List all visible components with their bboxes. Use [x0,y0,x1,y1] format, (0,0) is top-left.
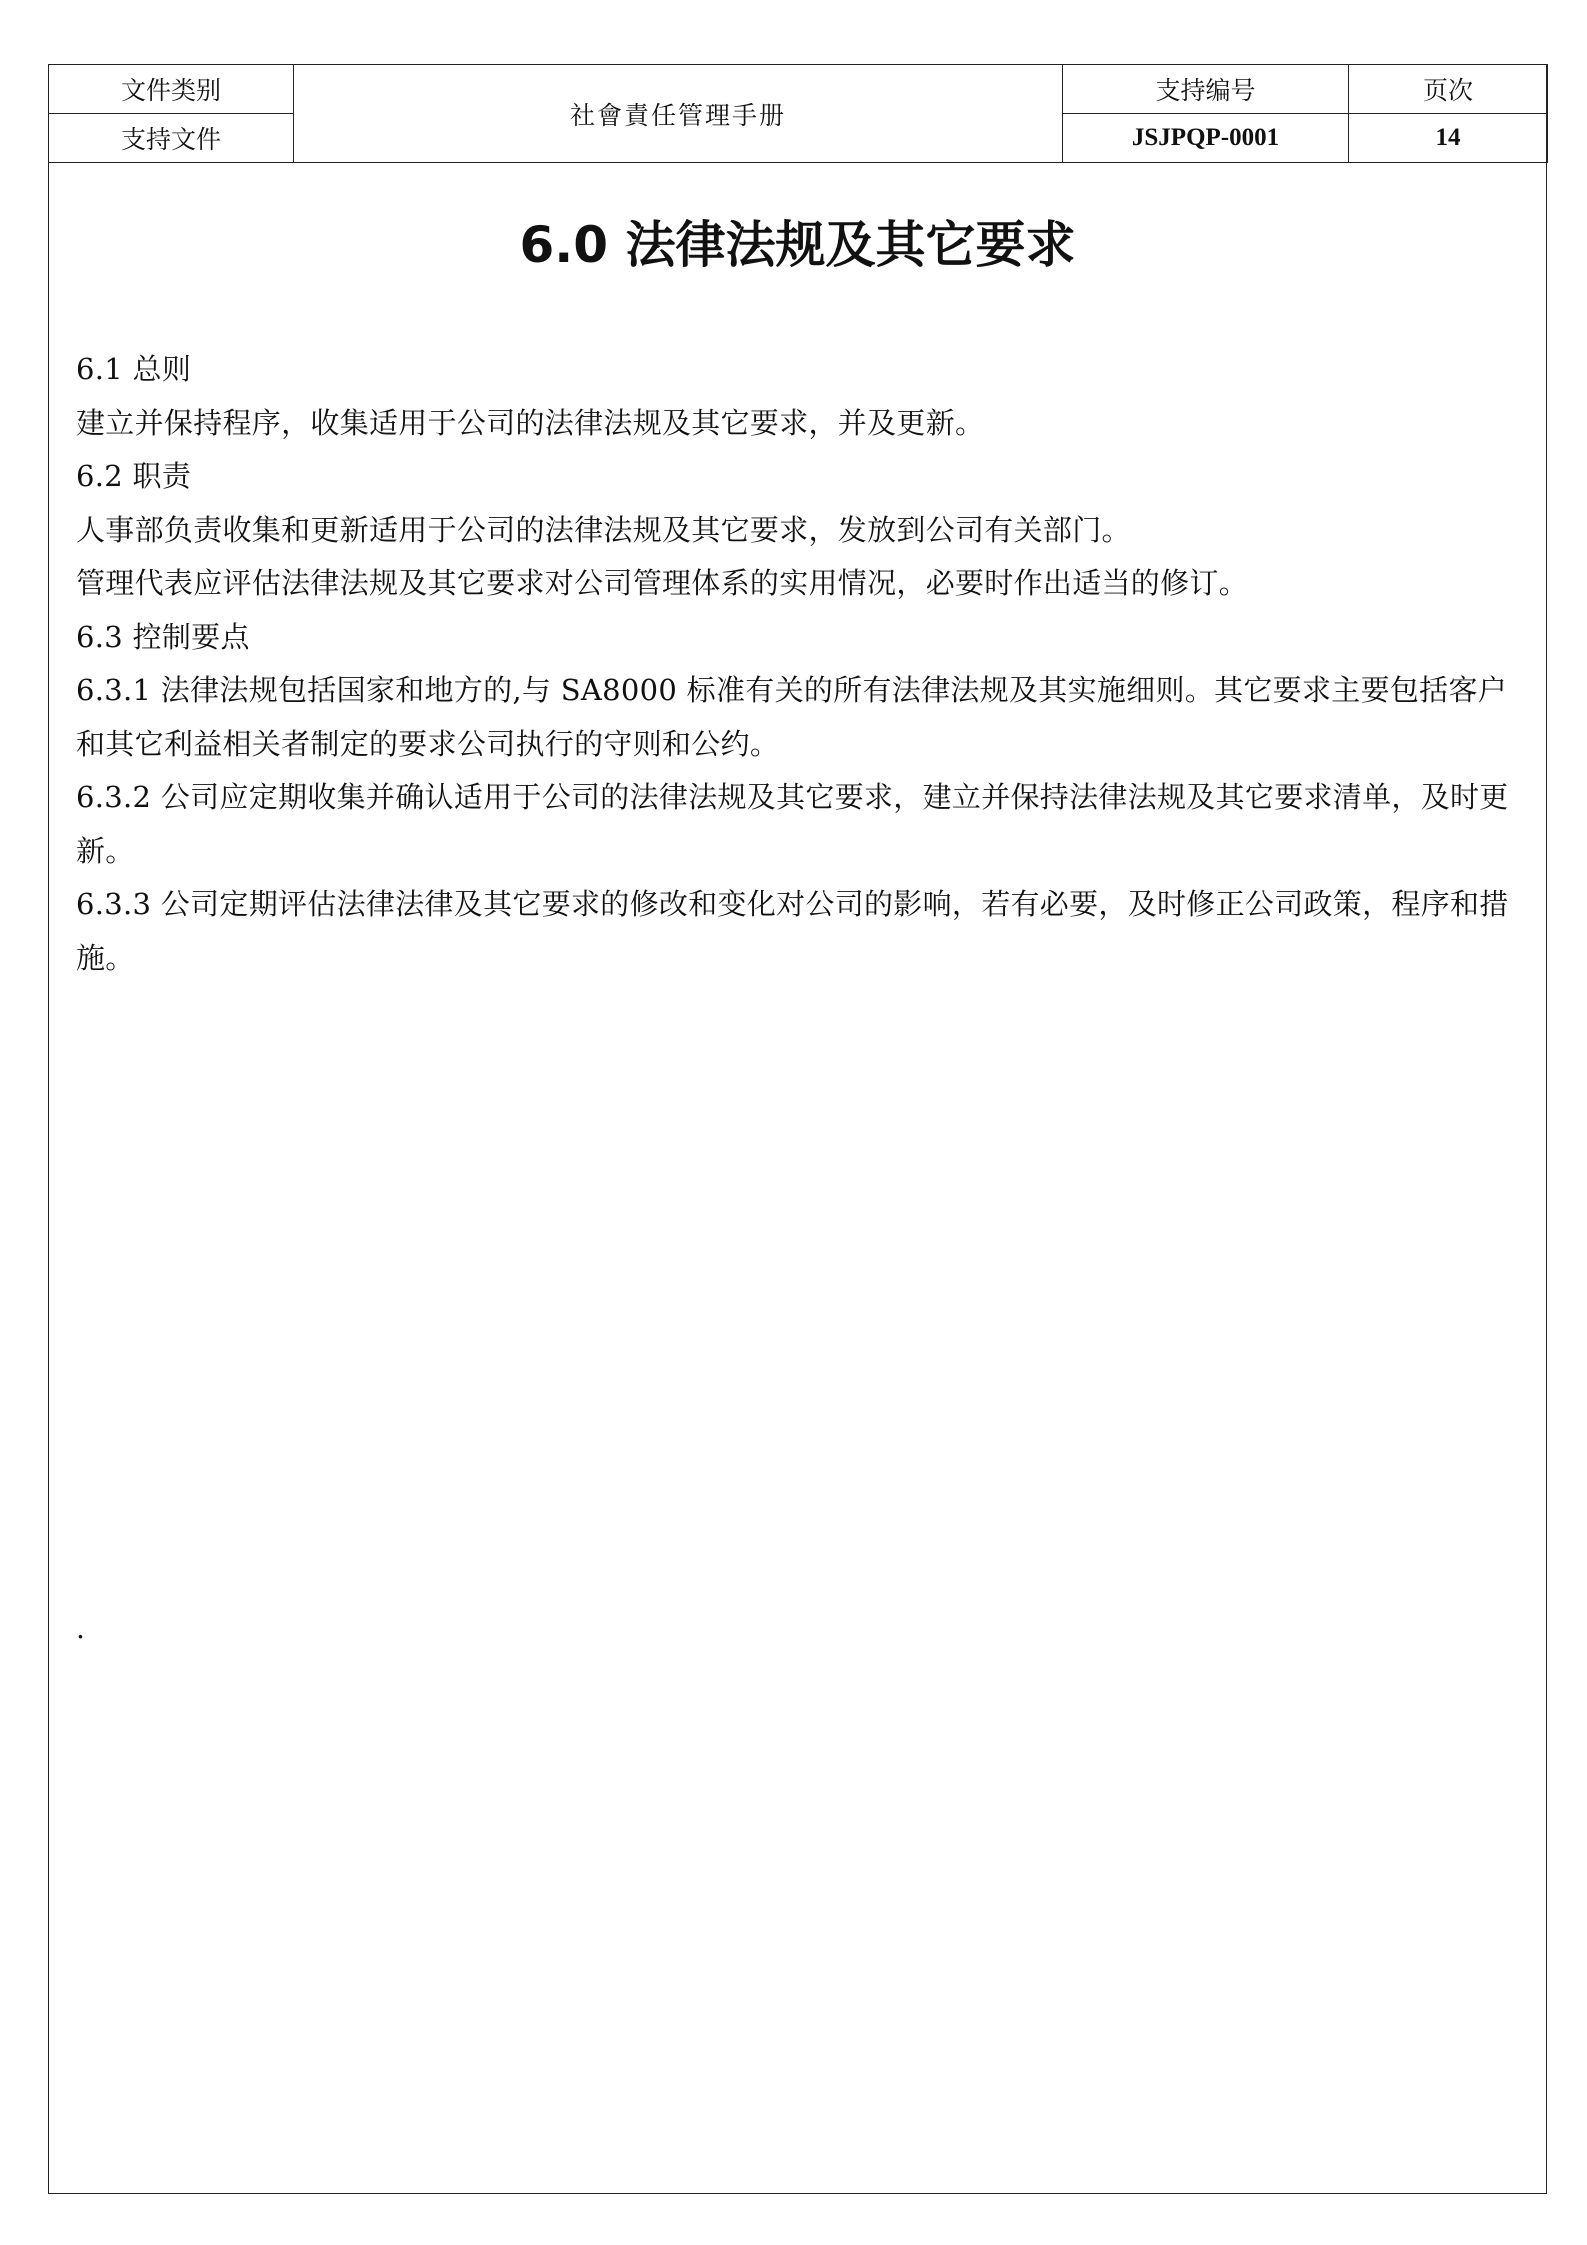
document-title: 社會責任管理手册 [294,65,1063,163]
section-title: 6.0 法律法规及其它要求 [519,216,1076,274]
subsection-heading-control: 6.3 控制要点 [76,619,250,654]
code-value: JSJPQP-0001 [1063,114,1349,163]
paragraph-management-rep: 管理代表应评估法律法规及其它要求对公司管理体系的实用情况，必要时作出适当的修订。 [76,566,1249,600]
page-number: 14 [1349,114,1548,163]
subsection-heading-general: 6.1 总则 [76,352,192,386]
category-label: 文件类别 [49,65,294,114]
category-value: 支持文件 [49,114,294,163]
code-label: 支持编号 [1063,65,1349,114]
paragraph-control-6-3-3: 6.3.3 公司定期评估法律法律及其它要求的修改和变化对公司的影响，若有必要，及时修正公司政策，程序和措施。 [76,887,1509,975]
stray-mark: . [76,1612,85,1645]
section-body [76,343,1524,985]
document-header-table [48,64,1548,163]
paragraph-hr-responsibility: 人事部负责收集和更新适用于公司的法律法规及其它要求，发放到公司有关部门。 [76,512,1131,547]
paragraph-control-6-3-1: 6.3.1 法律法规包括国家和地方的,与 SA8000 标准有关的所有法律法规及其实施细则。其它要求主要包括客户和其它利益相关者制定的要求公司执行的守则和公约。 [76,673,1508,761]
subsection-heading-responsibility: 6.2 职责 [76,459,192,493]
page-label: 页次 [1349,65,1548,114]
paragraph-control-6-3-2: 6.3.2 公司应定期收集并确认适用于公司的法律法规及其它要求，建立并保持法律法规及其它要求清单，及时更新。 [76,780,1509,868]
paragraph-general: 建立并保持程序，收集适用于公司的法律法规及其它要求，并及更新。 [76,405,985,440]
